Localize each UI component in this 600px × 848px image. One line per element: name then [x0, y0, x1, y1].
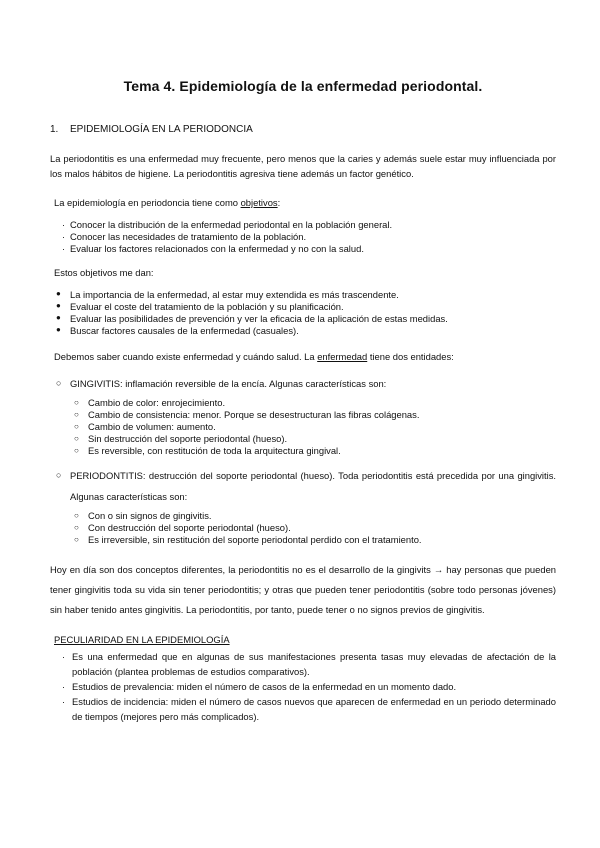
- circle-bullet-icon: ○: [74, 535, 79, 544]
- objetivos-list: [50, 219, 556, 255]
- periodontitis-item: ○ PERIODONTITIS: destrucción del soporte periodontal (hueso). Toda periodontitis está precedida por una gingivitis. Algunas características son:: [50, 465, 556, 507]
- list-item: ○ Cambio de volumen: aumento.: [74, 421, 216, 432]
- circle-bullet-icon: ○: [74, 410, 79, 419]
- objetivos-word: objetivos: [240, 197, 278, 208]
- entities-list-2: [50, 465, 556, 507]
- peculiaridad-heading: PECULIARIDAD EN LA EPIDEMIOLOGÍA: [54, 634, 230, 645]
- bullet-icon: ●: [56, 325, 61, 334]
- hoy-paragraph: Hoy en día son dos conceptos diferentes, la periodontitis no es el desarrollo de la gingivits → hay personas que pueden tener gingivitis toda su vida sin tener periodontitis; y otras que pueden tener periodontitis (sobre todo personas jóvenes) sin haber tenido antes gingivitis. La periodontitis, por tanto, puede tener o no signos previos de gingivitis.: [50, 564, 556, 615]
- section-title: EPIDEMIOLOGÍA EN LA PERIODONCIA: [70, 124, 253, 135]
- bullet-icon: ●: [56, 301, 61, 310]
- dan-paragraph: Estos objetivos me dan:: [54, 267, 154, 278]
- list-item: ○ Es reversible, con restitución de toda la arquitectura gingival.: [74, 445, 341, 456]
- circle-bullet-icon: ○: [74, 446, 79, 455]
- list-item: · Conocer la distribución de la enfermedad periodontal en la población general.: [62, 219, 393, 230]
- list-item: · Estudios de incidencia: miden el número de casos nuevos que aparecen de enfermedad en un periodo determinado de tiempos (mejores pero más complicados).: [62, 696, 556, 722]
- objetivos-paragraph: La epidemiología en periodoncia tiene como objetivos:: [54, 197, 281, 208]
- circle-bullet-icon: ○: [56, 378, 62, 388]
- circle-bullet-icon: ○: [74, 434, 79, 443]
- circle-bullet-icon: ○: [74, 511, 79, 520]
- list-item: · Estudios de prevalencia: miden el número de casos de la enfermedad en un momento dado.: [62, 681, 457, 692]
- enfermedad-word: enfermedad: [317, 351, 368, 362]
- list-item: ● Buscar factores causales de la enfermedad (casuales).: [56, 325, 299, 336]
- section-heading: [50, 124, 556, 135]
- bullet-icon: ●: [56, 313, 61, 322]
- list-item: · Evaluar los factores relacionados con la enfermedad y no con la salud.: [62, 243, 364, 254]
- bullet-icon: ●: [56, 289, 61, 298]
- list-item: ● Evaluar el coste del tratamiento de la población y su planificación.: [56, 301, 344, 312]
- list-item: ● La importancia de la enfermedad, al estar muy extendida es más trascendente.: [56, 289, 399, 300]
- list-item: ○ Cambio de color: enrojecimiento.: [74, 397, 226, 408]
- page-title: Tema 4. Epidemiología de la enfermedad periodontal.: [123, 78, 483, 94]
- periodontitis-list: [50, 510, 556, 546]
- list-item: ○ Cambio de consistencia: menor. Porque se desestructuran las fibras colágenas.: [74, 409, 420, 420]
- list-item: ○ Con o sin signos de gingivitis.: [74, 510, 212, 521]
- circle-bullet-icon: ○: [74, 398, 79, 407]
- intro-paragraph: La periodontitis es una enfermedad muy frecuente, pero menos que la caries y además suele estar muy influenciada por los malos hábitos de higiene. La periodontitis agresiva tiene además un factor genético.: [50, 153, 556, 179]
- section-number: 1.: [50, 124, 59, 135]
- dan-list: [50, 289, 556, 337]
- circle-bullet-icon: ○: [56, 470, 62, 480]
- entities-list: [50, 376, 556, 391]
- gingivitis-list: [50, 397, 556, 457]
- peculiaridad-list: [50, 649, 556, 724]
- circle-bullet-icon: ○: [74, 422, 79, 431]
- list-item: · Es una enfermedad que en algunas de sus manifestaciones presenta tasas muy elevadas de afectación de la población (plantea problemas de estudios comparativos).: [62, 651, 556, 677]
- list-item: ○ Es irreversible, sin restitución del soporte periodontal perdido con el tratamiento.: [74, 534, 422, 545]
- entidades-paragraph: Debemos saber cuando existe enfermedad y cuándo salud. La enfermedad tiene dos entidades:: [54, 351, 454, 362]
- gingivitis-item: ○ GINGIVITIS: inflamación reversible de la encía. Algunas características son:: [56, 378, 387, 389]
- list-item: · Conocer las necesidades de tratamiento de la población.: [62, 231, 307, 242]
- list-item: ○ Sin destrucción del soporte periodontal (hueso).: [74, 433, 288, 444]
- circle-bullet-icon: ○: [74, 523, 79, 532]
- list-item: ○ Con destrucción del soporte periodontal (hueso).: [74, 522, 291, 533]
- list-item: ● Evaluar las posibilidades de prevención y ver la eficacia de la aplicación de estas medidas.: [56, 313, 448, 324]
